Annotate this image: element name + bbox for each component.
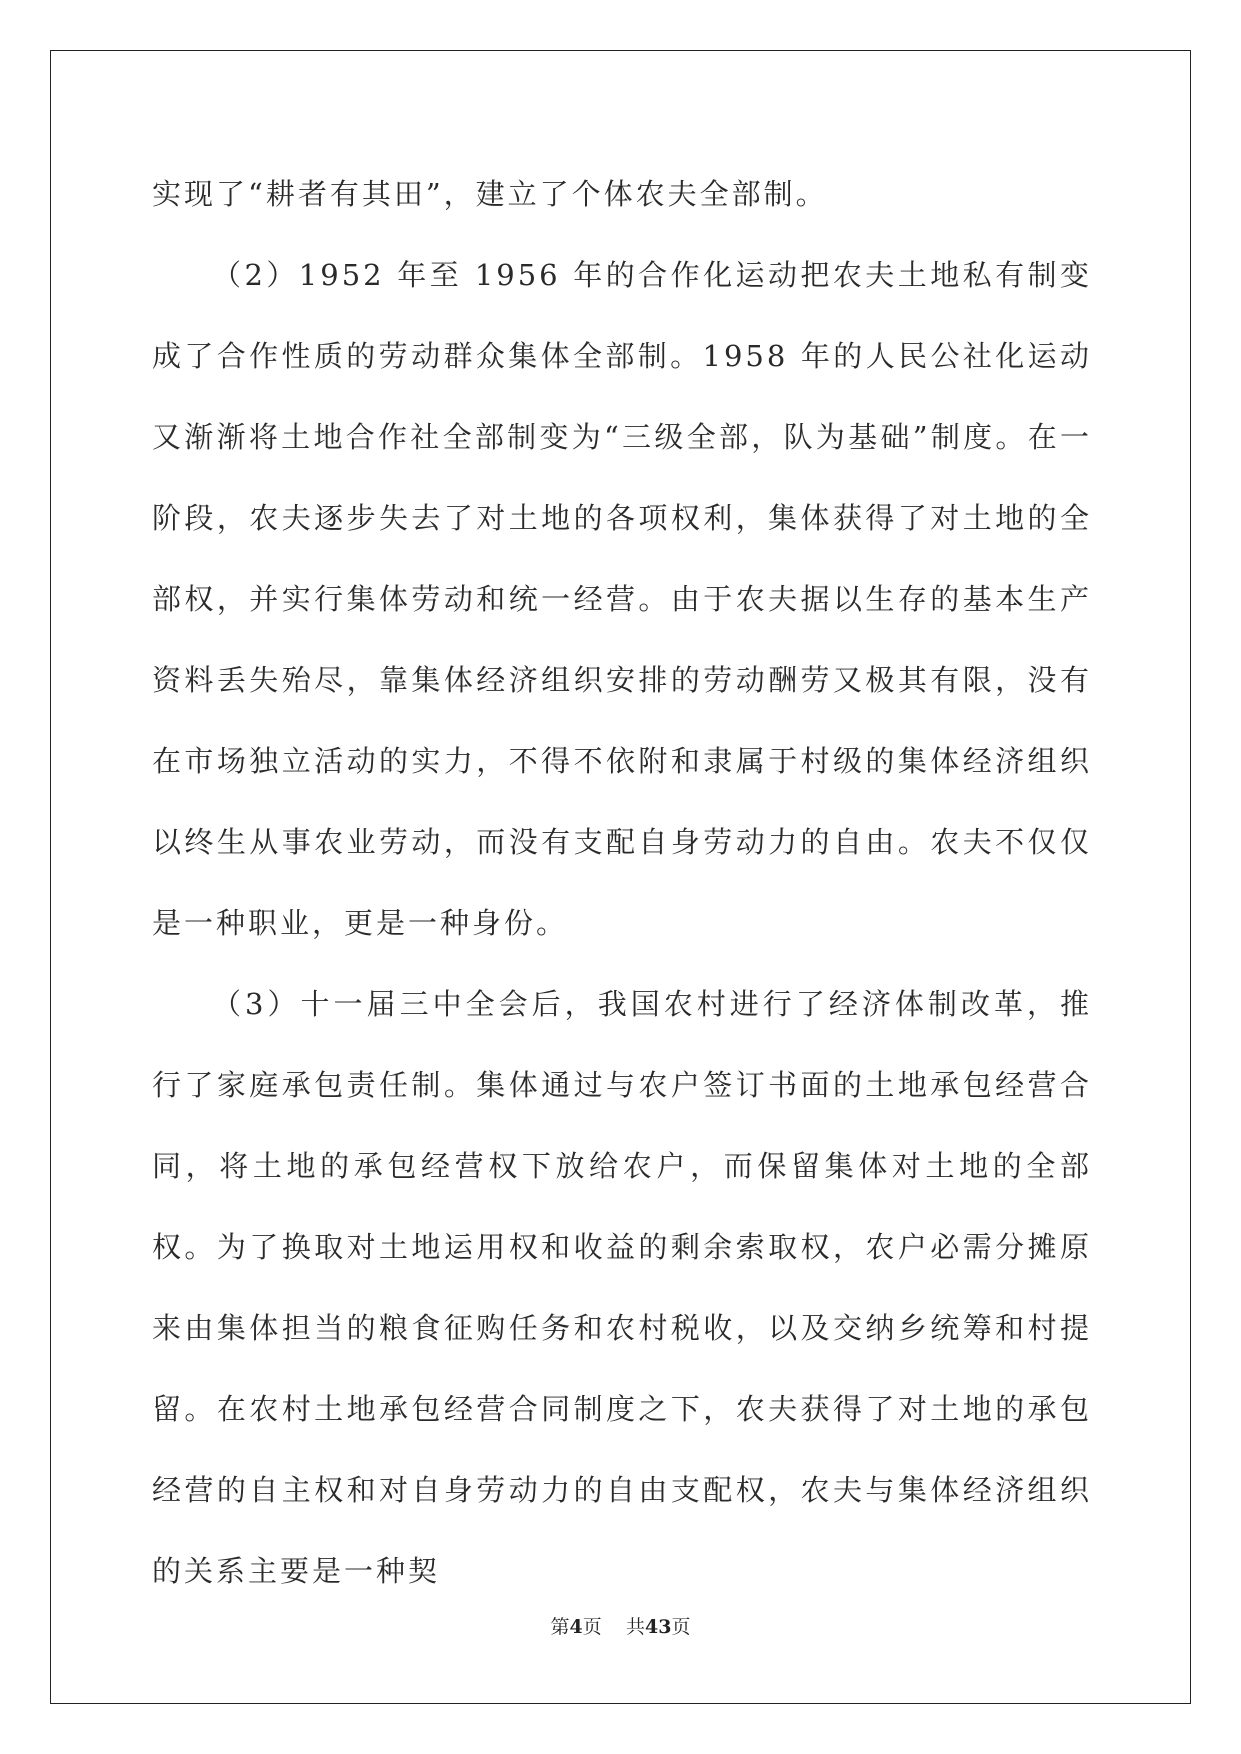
document-body	[152, 154, 1092, 1612]
paragraph-1: 实现了“耕者有其田”，建立了个体农夫全部制。	[152, 177, 828, 211]
paragraph-2: （2）1952 年至 1956 年的合作化运动把农夫土地私有制变成了合作性质的劳动群众集体全部制。1958 年的人民公社化运动又渐渐将土地合作社全部制变为“三级全部，队为基础”制度。在一阶段，农夫逐步失去了对土地的各项权利，集体获得了对土地的全部权，并实行集体劳动和统一经营。由于农夫据以生存的基本生产资料丢失殆尽，靠集体经济组织安排的劳动酬劳又极其有限，没有在市场独立活动的实力，不得不依附和隶属于村级的集体经济组织以终生从事农业劳动，而没有支配自身劳动力的自由。农夫不仅仅是一种职业，更是一种身份。	[152, 258, 1092, 940]
footer-page-suffix: 页	[582, 1616, 602, 1638]
footer-prefix: 第	[550, 1616, 570, 1638]
paragraph-3: （3）十一届三中全会后，我国农村进行了经济体制改革，推行了家庭承包责任制。集体通过与农户签订书面的土地承包经营合同，将土地的承包经营权下放给农户，而保留集体对土地的全部权。为了换取对土地运用权和收益的剩余索取权，农户必需分摊原来由集体担当的粮食征购任务和农村税收，以及交纳乡统筹和村提留。在农村土地承包经营合同制度之下，农夫获得了对土地的承包经营的自主权和对自身劳动力的自由支配权，农夫与集体经济组织的关系主要是一种契	[152, 987, 1092, 1588]
footer-total-prefix: 共	[625, 1616, 645, 1638]
footer-total-suffix: 页	[671, 1616, 691, 1638]
page-footer	[0, 1612, 1241, 1639]
total-pages-number: 43	[644, 1616, 672, 1638]
current-page-number: 4	[569, 1616, 583, 1638]
